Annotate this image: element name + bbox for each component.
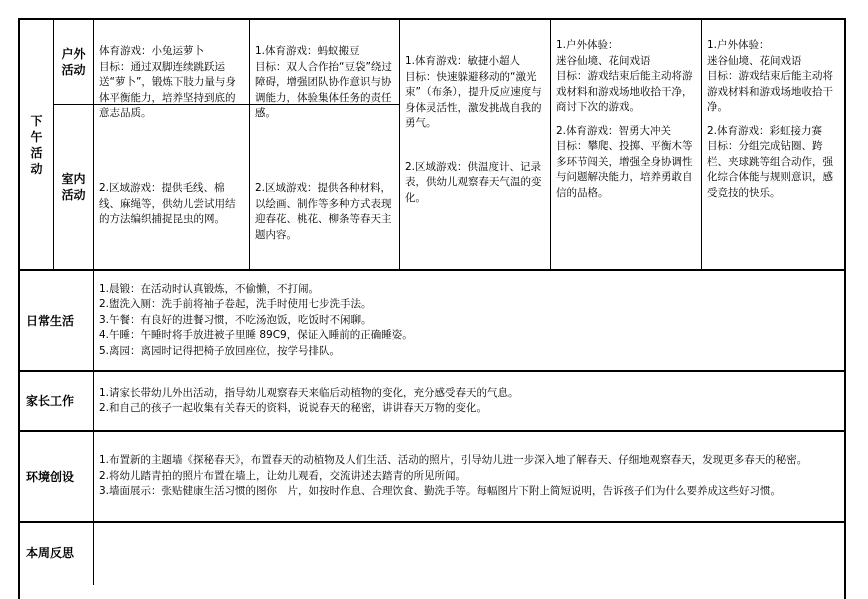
parents-label-cell (18, 370, 94, 431)
daily-life-line: 2.盥洗入厕：洗手前将袖子卷起，洗手时使用七步洗手法。 (99, 298, 372, 311)
daily-life-content-cell (93, 269, 846, 371)
environment-line: 1.布置新的主题墙《探秘春天》，布置春天的动植物及人们生活、活动的照片，引导幼儿进一步深入地了解春天、仔细地观察春天，发现更多春天的秘密。 (99, 454, 808, 467)
parents-line: 1.请家长带幼儿外出活动，指导幼儿观察春天来临后动植物的变化，充分感受春天的气息。 (99, 386, 519, 399)
day4-part2-goal: 目标：攀爬、投掷、平衡木等多环节闯关，增强全身协调性与问题解决能力，培养勇敢自信的品格。 (556, 140, 693, 199)
environment-label: 环境创设 (26, 469, 75, 484)
environment-label-cell (18, 430, 94, 522)
day4-activity-cell (550, 18, 702, 270)
day2-outdoor-goal: 目标：双人合作抬“豆袋”绕过障碍，增强团队协作意识与协调能力，体验集体任务的责任感。 (255, 60, 392, 119)
afternoon-label-char: 动 (30, 161, 43, 176)
reflection-content-cell (93, 521, 846, 585)
day2-outdoor-title: 1.体育游戏：蚂蚁搬豆 (255, 45, 360, 57)
environment-line: 3.墙面展示：张贴健康生活习惯的图你 片，如按时作息、合理饮食、勤洗手等。每幅图片下附上简短说明，告诉孩子们为什么要养成这些好习惯。 (99, 485, 782, 498)
day5-part2-title: 2.体育游戏：彩虹接力赛 (707, 124, 823, 137)
outdoor-label-cell (53, 18, 94, 105)
day1-outdoor-goal: 目标：通过双脚连续跳跃运送“萝卜”，锻炼下肢力量与身体平衡能力，培养坚持到底的意志品质。 (99, 60, 236, 119)
daily-life-line: 1.晨锻：在活动时认真锻炼，不偷懒，不打闹。 (99, 282, 320, 295)
day3-indoor-text: 2.区域游戏：供温度计、记录表，供幼儿观察春天气温的变化。 (405, 160, 542, 204)
daily-life-line: 4.午睡：午睡时将手放进被子里睡 89C9，保证入睡前的正确睡姿。 (99, 329, 413, 342)
day3-outdoor-goal: 目标：快速躲避移动的“激光束”（布条），提升反应速度与身体灵活性，激发挑战自我的勇气。 (405, 70, 542, 129)
indoor-label-line: 活动 (61, 188, 86, 202)
day1-indoor-cell (93, 104, 250, 270)
reflection-label-cell (18, 521, 94, 585)
day5-part1-title: 1.户外体验： (707, 39, 770, 51)
day3-outdoor-title: 1.体育游戏：敏捷小超人 (405, 55, 521, 67)
afternoon-label-char: 午 (30, 129, 43, 144)
indoor-label-cell (53, 104, 94, 270)
day2-indoor-text: 2.区域游戏：提供各种材料，以绘画、制作等多种方式表现迎春花、桃花、柳条等春天主题内容。 (255, 182, 392, 241)
day5-activity-cell (701, 18, 846, 270)
day5-part1-goal: 目标：游戏结束后能主动将游戏材料和游戏场地收拾干净。 (707, 70, 833, 113)
daily-life-label-cell (18, 269, 94, 371)
daily-life-line: 3.午餐：有良好的进餐习惯，不吃汤泡饭，吃饭时不闲聊。 (99, 313, 372, 326)
afternoon-label-char: 下 (30, 113, 43, 128)
parents-content-cell (93, 370, 846, 431)
day5-part2-goal: 目标：分组完成钻圈、跨栏、夹球跳等组合动作，强化综合体能与规则意识，感受竞技的快乐。 (707, 140, 833, 199)
day1-indoor-text: 2.区域游戏：提供毛线、棉线、麻绳等，供幼儿尝试用结的方法编织捕捉昆虫的网。 (99, 182, 236, 225)
day2-indoor-cell (249, 104, 400, 270)
daily-life-label: 日常生活 (26, 313, 75, 328)
indoor-label-line: 室内 (61, 172, 86, 186)
day2-outdoor-cell (249, 18, 400, 119)
day4-part1-title: 1.户外体验： (556, 39, 619, 51)
afternoon-label-cell (18, 18, 54, 270)
parents-line: 2.和自己的孩子一起收集有关春天的资料，说说春天的秘密，讲讲春天万物的变化。 (99, 402, 488, 414)
daily-life-line: 5.离园：离园时记得把椅子放回座位，按学号排队。 (99, 344, 341, 357)
day1-outdoor-cell (93, 18, 250, 119)
day5-part1-subtitle: 迷谷仙境、花间戏语 (707, 54, 802, 67)
day1-outdoor-title: 体育游戏：小兔运萝卜 (99, 45, 204, 57)
parents-label: 家长工作 (26, 394, 75, 408)
day4-part1-subtitle: 迷谷仙境、花间戏语 (556, 54, 651, 67)
reflection-label: 本周反思 (26, 546, 75, 560)
environment-line: 2.将幼儿踏青拍的照片布置在墙上，让幼儿观看，交流讲述去踏青的所见所闻。 (99, 469, 467, 482)
environment-content-cell (93, 430, 846, 522)
afternoon-label-char: 活 (30, 145, 43, 160)
day4-part1-goal: 目标：游戏结束后能主动将游戏材料和游戏场地收拾干净，商讨下次的游戏。 (556, 70, 693, 113)
day3-activity-cell (399, 18, 551, 270)
outdoor-label-line: 活动 (61, 63, 86, 77)
day4-part2-title: 2.体育游戏：智勇大冲关 (556, 124, 672, 137)
outdoor-label-line: 户外 (61, 47, 86, 61)
